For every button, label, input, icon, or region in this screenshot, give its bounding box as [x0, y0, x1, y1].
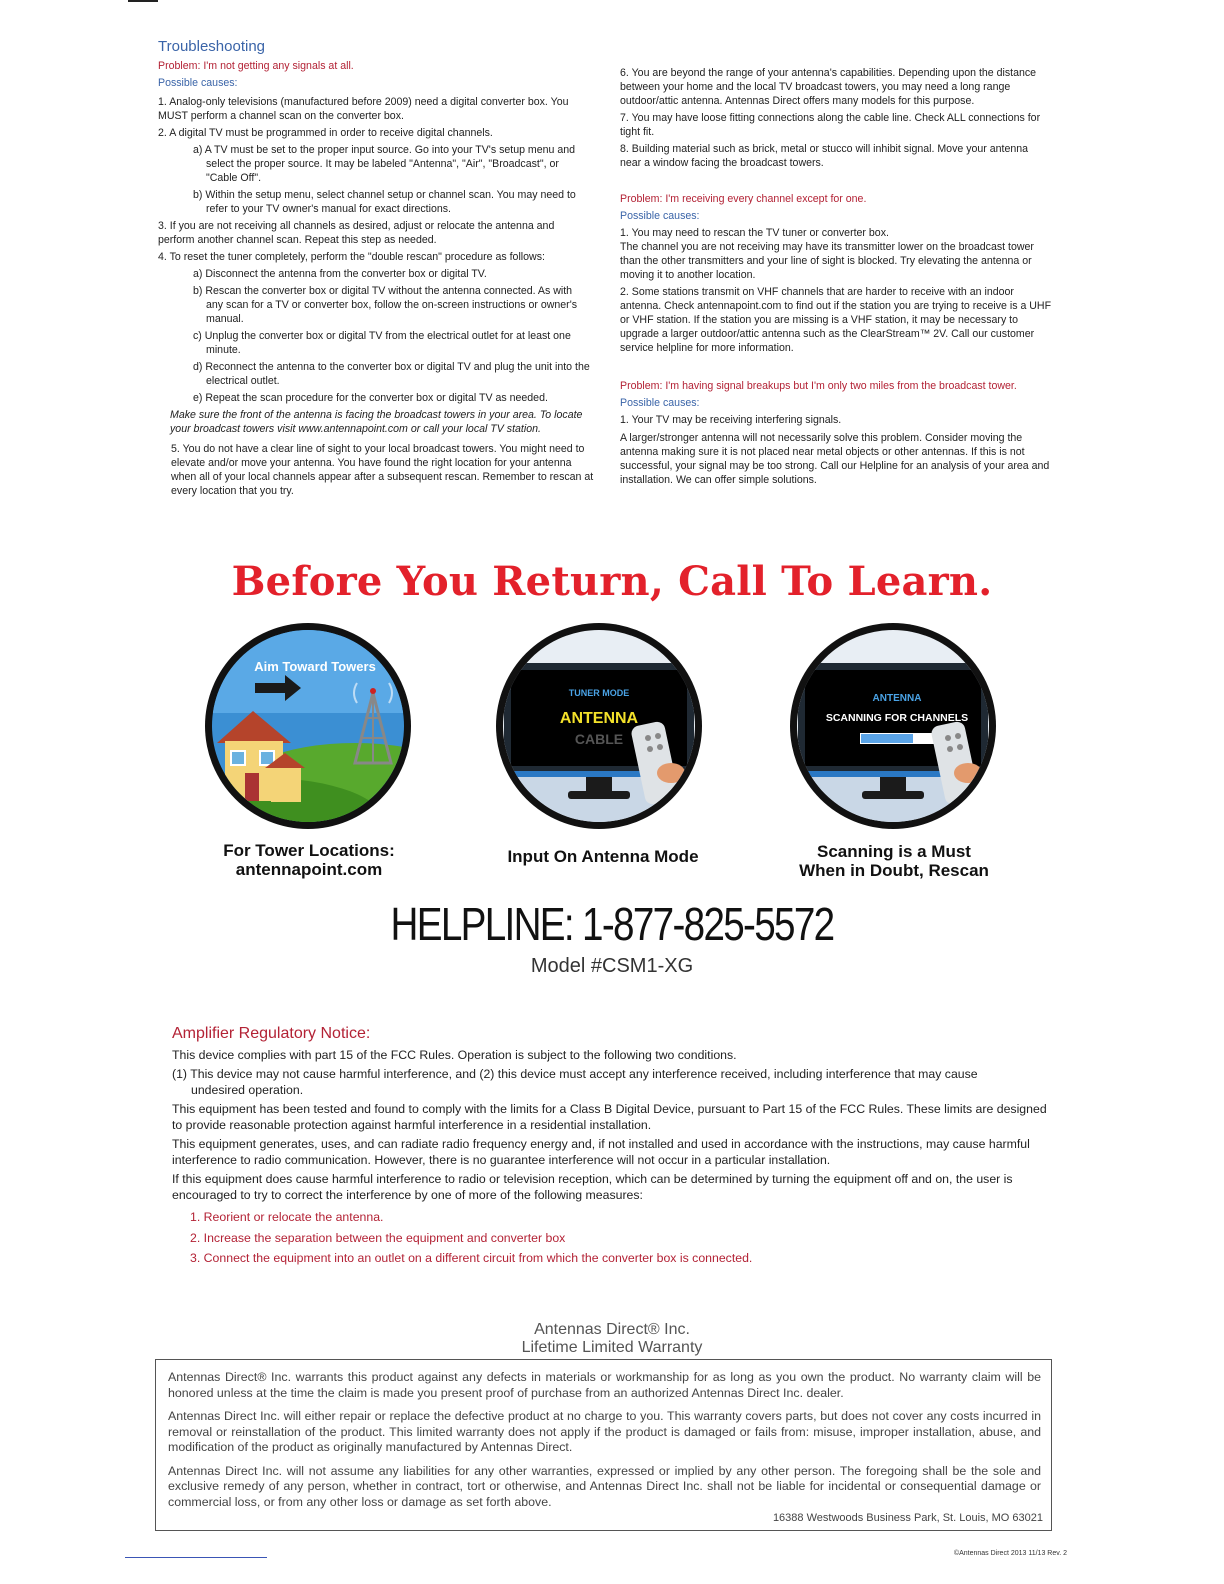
troubleshooting-left-column — [158, 40, 598, 501]
problem-heading-2: Problem: I'm receiving every channel except for one. — [620, 193, 867, 205]
problem-heading: Problem: I'm not getting any signals at all. — [158, 60, 354, 72]
helpline-number: HELPLINE: 1-877-825-5572 — [390, 898, 834, 950]
possible-causes-label-2: Possible causes: — [620, 210, 700, 222]
tower-note: Make sure the front of the antenna is facing the broadcast towers in your area. To locate your broadcast towers visit www.antennapoint.com or call your local TV station. — [170, 409, 583, 435]
cause-4e: e) Repeat the scan procedure for the converter box or digital TV as needed. — [193, 392, 548, 404]
cause-4a: a) Disconnect the antenna from the converter box or digital TV. — [193, 268, 487, 280]
warranty-paragraph-1: Antennas Direct® Inc. warrants this product against any defects in materials or workmanship for as long as you own the product. No warranty claim will be honored unless at the time the claim is made you present proof of purchase from an authorized Antennas Direct Inc. dealer. — [168, 1370, 1041, 1400]
amplifier-paragraph-2: (1) This device may not cause harmful interference, and (2) this device must accept any interference received, including interference that may cause undesired operation. — [172, 1067, 978, 1097]
warranty-title: Lifetime Limited Warranty — [521, 1339, 703, 1356]
antenna-mode-line: Input On Antenna Mode — [507, 847, 699, 866]
scanning-illustration — [790, 623, 996, 829]
possible-causes-label: Possible causes: — [158, 77, 238, 89]
warranty-company: Antennas Direct® Inc. — [534, 1321, 690, 1338]
cause-4c: c) Unplug the converter box or digital TV from the electrical outlet for at least one minute. — [193, 330, 571, 356]
cable-option: CABLE — [574, 731, 624, 747]
cause-2: 2. A digital TV must be programmed in order to receive digital channels. — [158, 127, 493, 139]
cause-4b: b) Rescan the converter box or digital TV without the antenna connected. As with any scan for a TV or converter box, follow the on-screen instructions or owner's manual. — [193, 285, 578, 325]
cause-7: 7. You may have loose fitting connections along the cable line. Check ALL connections for tight fit. — [620, 112, 1041, 138]
model-number: Model #CSM1-XG — [530, 955, 694, 977]
tower-locations-line: For Tower Locations: — [223, 841, 395, 860]
copyright-notice: ©Antennas Direct 2013 11/13 Rev. 2 — [953, 1550, 1067, 1557]
cause-5: 5. You do not have a clear line of sight to your local broadcast towers. You might need to elevate and/or move your antenna. You have found the right location for your antenna when all of your local channels appear after a subsequent rescan. Remember to rescan at every location that you try. — [171, 443, 594, 497]
problem-heading-3: Problem: I'm having signal breakups but I'm only two miles from the broadcast tower. — [620, 380, 1017, 392]
antenna-mode-caption — [478, 847, 728, 866]
amplifier-paragraph-3: This equipment has been tested and found to comply with the limits for a Class B Digital Device, pursuant to Part 15 of the FCC Rules. These limits are designed to provide reasonable protection against harmful interference in a residential installation. — [172, 1102, 1047, 1132]
cause-4d: d) Reconnect the antenna to the converter box or digital TV and plug the unit into the electrical outlet. — [193, 361, 590, 387]
tuner-mode-illustration — [496, 623, 702, 829]
tuner-mode-label: TUNER MODE — [568, 688, 630, 698]
cause-r1-detail: A larger/stronger antenna will not necessarily solve this problem. Consider moving the antenna making sure it is not placed near metal objects or other antennas. If this is not successful, your signal may be too strong. Call our Helpline for an analysis of your area and installation. We can offer simple solutions. — [620, 432, 1050, 486]
tower-locations-caption — [198, 841, 420, 879]
amplifier-paragraph-5: If this equipment does cause harmful interference to radio or television reception, which can be determined by turning the equipment off and on, the user is encouraged to try to correct the interference by one of more of the following measures: — [172, 1172, 1013, 1202]
cause-r1: 1. Your TV may be receiving interfering signals. — [620, 414, 842, 426]
cause-3: 3. If you are not receiving all channels as desired, adjust or relocate the antenna and perform another channel scan. Repeat this step as needed. — [158, 220, 555, 246]
cause-2b: b) Within the setup menu, select channel setup or channel scan. You may need to refer to your TV owner's manual for exact directions. — [193, 189, 576, 215]
cause-6: 6. You are beyond the range of your antenna's capabilities. Depending upon the distance between your home and the local TV broadcast towers, you may need a long range outdoor/attic antenna. Antennas Direct offers many models for this purpose. — [620, 67, 1037, 107]
aim-toward-towers-label: Aim Toward Towers — [254, 659, 376, 674]
scan-antenna-label: ANTENNA — [872, 693, 922, 704]
corner-mark — [128, 0, 158, 2]
footer-rule — [125, 1557, 267, 1558]
scanning-caption — [774, 842, 1014, 880]
amplifier-title: Amplifier Regulatory Notice: — [172, 1025, 371, 1042]
antenna-option: ANTENNA — [559, 710, 639, 727]
amplifier-paragraph-1: This device complies with part 15 of the FCC Rules. Operation is subject to the following two conditions. — [172, 1047, 737, 1062]
cause-1: 1. Analog-only televisions (manufactured before 2009) need a digital converter box. You MUST perform a channel scan on the converter box. — [158, 96, 569, 122]
measure-3: 3. Connect the equipment into an outlet on a different circuit from which the converter box is connected. — [190, 1251, 753, 1265]
troubleshooting-title: Troubleshooting — [158, 38, 266, 55]
amplifier-notice — [172, 1026, 1052, 1272]
cause-4: 4. To reset the tuner completely, perform the "double rescan" procedure as follows: — [158, 251, 545, 263]
antennapoint-link[interactable]: antennapoint.com — [235, 860, 383, 879]
cause-8: 8. Building material such as brick, metal or stucco will inhibit signal. Move your antenna near a window facing the broadcast towers. — [620, 143, 1029, 169]
cause-q2: 2. Some stations transmit on VHF channels that are harder to receive with an indoor antenna. Check antennapoint.com to find out if the station you are trying to receive is a UHF or VHF station. If the station you are missing is a VHF station, it may be necessary to upgrade a larger outdoor/attic antenna such as the ClearStream™ 2V. Call our customer service helpline for more information. — [620, 286, 1052, 354]
cause-q1-detail: The channel you are not receiving may have its transmitter lower on the broadcast tower than the other transmitters and your line of sight is blocked. Try elevating the antenna or moving it to another location. — [620, 241, 1034, 281]
warranty-text — [168, 1370, 1041, 1518]
scanning-label: SCANNING FOR CHANNELS — [825, 712, 969, 724]
scanning-line-2: When in Doubt, Rescan — [799, 861, 989, 880]
amplifier-paragraph-4: This equipment generates, uses, and can radiate radio frequency energy and, if not installed and used in accordance with the instructions, may cause harmful interference to radio communication. However, there is no guarantee interference will not occur in a particular installation. — [172, 1137, 1030, 1167]
possible-causes-label-3: Possible causes: — [620, 397, 700, 409]
cause-q1: 1. You may need to rescan the TV tuner or converter box. — [620, 227, 889, 239]
measure-1: 1. Reorient or relocate the antenna. — [190, 1210, 384, 1224]
warranty-paragraph-2: Antennas Direct Inc. will either repair or replace the defective product at no charge to you. This warranty covers parts, but does not cover any costs incurred in removal or reinstallation of the product. This limited warranty does not apply if the product is damaged or fails from: misuse, improper installation, abuse, and modification of the product as originally manufactured by Antennas Direct. — [168, 1409, 1041, 1454]
troubleshooting-right-column — [620, 66, 1052, 490]
company-address: 16388 Westwoods Business Park, St. Louis, MO 63021 — [772, 1512, 1043, 1524]
warranty-paragraph-3: Antennas Direct Inc. will not assume any liabilities for any other warranties, expressed or implied by any other person. The foregoing shall be the sole and exclusive remedy of any person, whether in contract, tort or otherwise, and Antennas Direct Inc. shall not be liable for incidental or consequential damage or commercial loss, or from any other loss or damage as set forth above. — [168, 1463, 1041, 1509]
call-to-learn-banner: Before You Return, Call To Learn. — [231, 558, 993, 605]
scanning-line-1: Scanning is a Must — [817, 842, 971, 861]
cause-2a: a) A TV must be set to the proper input source. Go into your TV's setup menu and select the proper source. It may be labeled "Antenna", "Air", "Broadcast", or "Cable Off". — [193, 144, 576, 184]
measure-2: 2. Increase the separation between the equipment and converter box — [190, 1230, 566, 1245]
aim-towers-illustration — [205, 623, 411, 829]
